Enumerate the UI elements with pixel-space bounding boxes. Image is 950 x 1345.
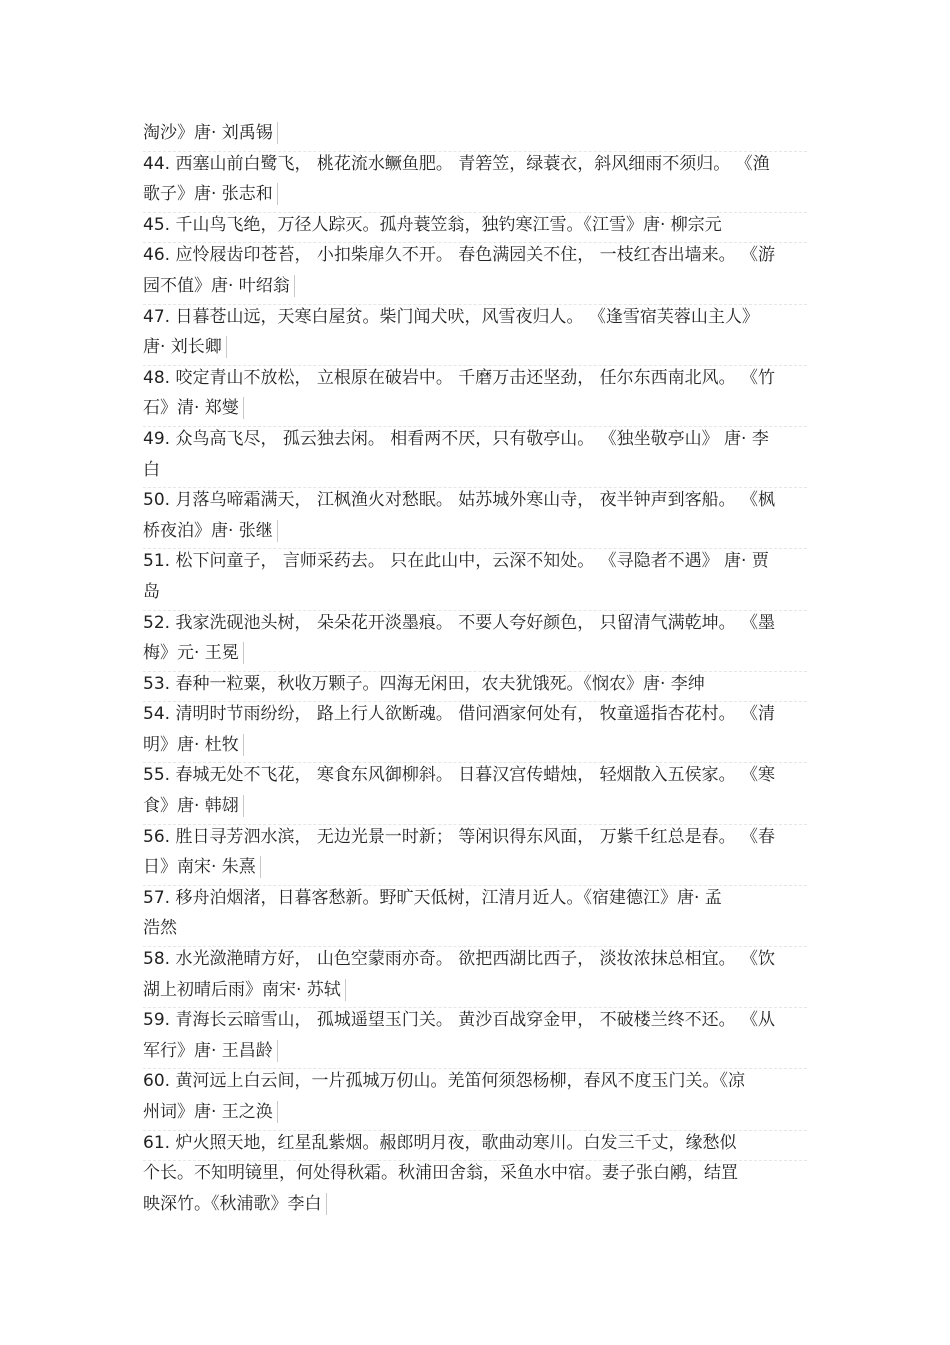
line-text: 淘沙》唐· 刘禹锡 [143,123,273,143]
text-line [143,332,807,363]
line-text: 桥夜泊》唐· 张继 [143,520,273,541]
cell-border [294,275,295,297]
text-line [143,271,807,302]
cell-border [243,642,244,664]
text-line [143,577,807,608]
text-line [143,608,807,639]
cell-border [345,979,346,1001]
line-text: 52. 我家洗砚池头树， 朵朵花开淡墨痕。 不要人夸好颜色， 只留清气满乾坤。 《墨 [143,612,776,633]
line-text: 59. 青海长云暗雪山， 孤城遥望玉门关。 黄沙百战穿金甲， 不破楼兰终不还。 《从 [143,1010,776,1031]
line-text: 61. 炉火照天地，红星乱紫烟。赧郎明月夜，歌曲动寒川。白发三千丈，缘愁似 [143,1132,737,1153]
cell-border [277,1101,278,1123]
text-line [143,424,807,455]
text-line [143,149,807,180]
line-text: 49. 众鸟高飞尽， 孤云独去闲。 相看两不厌，只有敬亭山。 《独坐敬亭山》 唐· 李 [143,428,769,449]
text-line [143,1066,807,1097]
line-text: 56. 胜日寻芳泗水滨， 无边光景一时新； 等闲识得东风面， 万紫千红总是春。 《春 [143,826,776,847]
text-line [143,118,807,149]
text-line [143,791,807,822]
line-text: 44. 西塞山前白鹭飞， 桃花流水鳜鱼肥。 青箬笠，绿蓑衣，斜风细雨不须归。 《渔 [143,153,770,174]
text-line [143,730,807,761]
line-text: 57. 移舟泊烟渚，日暮客愁新。野旷天低树，江清月近人。《宿建德江》唐· 孟 [143,887,722,908]
line-text: 明》唐· 杜牧 [143,734,239,755]
cell-border [243,397,244,419]
line-text: 日》南宋· 朱熹 [143,857,256,878]
line-text: 石》清· 郑燮 [143,398,239,419]
line-text: 51. 松下问童子， 言师采药去。 只在此山中，云深不知处。 《寻隐者不遇》 唐· 贾 [143,551,769,572]
text-line [143,516,807,547]
cell-border [243,795,244,817]
text-line [143,179,807,210]
cell-border [243,734,244,756]
text-line [143,485,807,516]
cell-border [277,183,278,205]
line-text: 歌子》唐· 张志和 [143,184,273,205]
text-line [143,546,807,577]
text-line [143,240,807,271]
cell-border [277,520,278,542]
line-text: 白 [143,459,160,480]
line-text: 个长。不知明镜里，何处得秋霜。秋浦田舍翁，采鱼水中宿。妻子张白鹇，结罝 [143,1163,738,1184]
line-text: 食》唐· 韩翃 [143,796,239,817]
line-text: 58. 水光潋滟晴方好， 山色空蒙雨亦奇。 欲把西湖比西子， 淡妆浓抹总相宜。 《饮 [143,949,776,970]
line-text: 园不值》唐· 叶绍翁 [143,275,290,296]
line-text: 50. 月落乌啼霜满天， 江枫渔火对愁眠。 姑苏城外寒山寺， 夜半钟声到客船。 《枫 [143,490,776,511]
text-line [143,210,807,241]
cell-border [277,1040,278,1062]
line-text: 45. 千山鸟飞绝，万径人踪灭。孤舟蓑笠翁，独钓寒江雪。《江雪》唐· 柳宗元 [143,214,722,235]
poem-list [143,118,807,1219]
text-line [143,975,807,1006]
text-line [143,944,807,975]
line-text: 53. 春种一粒粟，秋收万颗子。四海无闲田，农夫犹饿死。《悯农》唐· 李绅 [143,673,705,694]
line-text: 州词》唐· 王之涣 [143,1102,273,1122]
text-line [143,852,807,883]
line-text: 映深竹。《秋浦歌》李白 [143,1193,322,1214]
cell-border [277,122,278,144]
text-line [143,1097,807,1128]
cell-border [326,1193,327,1215]
text-line [143,363,807,394]
line-text: 54. 清明时节雨纷纷， 路上行人欲断魂。 借问酒家何处有， 牧童遥指杏花村。 《清 [143,704,776,725]
text-line [143,1128,807,1159]
line-text: 岛 [143,581,160,602]
text-line [143,638,807,669]
line-text: 唐· 刘长卿 [143,337,222,358]
line-text: 60. 黄河远上白云间，一片孤城万仞山。羌笛何须怨杨柳，春风不度玉门关。《凉 [143,1071,745,1092]
text-line [143,1036,807,1067]
line-text: 48. 咬定青山不放松， 立根原在破岩中。 千磨万击还坚劲， 任尔东西南北风。 《竹 [143,367,776,388]
text-line [143,393,807,424]
text-line [143,1189,807,1220]
cell-border [260,856,261,878]
line-text: 军行》唐· 王昌龄 [143,1040,273,1061]
text-line [143,699,807,730]
text-line [143,822,807,853]
text-line [143,302,807,333]
line-text: 浩然 [143,918,177,939]
line-text: 梅》元· 王冕 [143,643,239,664]
line-text: 55. 春城无处不飞花， 寒食东风御柳斜。 日暮汉宫传蜡烛， 轻烟散入五侯家。 《寒 [143,765,776,786]
line-text: 47. 日暮苍山远，天寒白屋贫。柴门闻犬吠，风雪夜归人。 《逢雪宿芙蓉山主人》 [143,306,759,327]
text-line [143,455,807,486]
line-text: 46. 应怜屐齿印苍苔， 小扣柴扉久不开。 春色满园关不住， 一枝红杏出墙来。 《游 [143,245,776,266]
text-line [143,883,807,914]
text-line [143,760,807,791]
cell-border [226,336,227,358]
text-line [143,1005,807,1036]
line-text: 湖上初晴后雨》南宋· 苏轼 [143,979,341,1000]
text-line [143,913,807,944]
text-line [143,669,807,700]
text-line [143,1158,807,1189]
